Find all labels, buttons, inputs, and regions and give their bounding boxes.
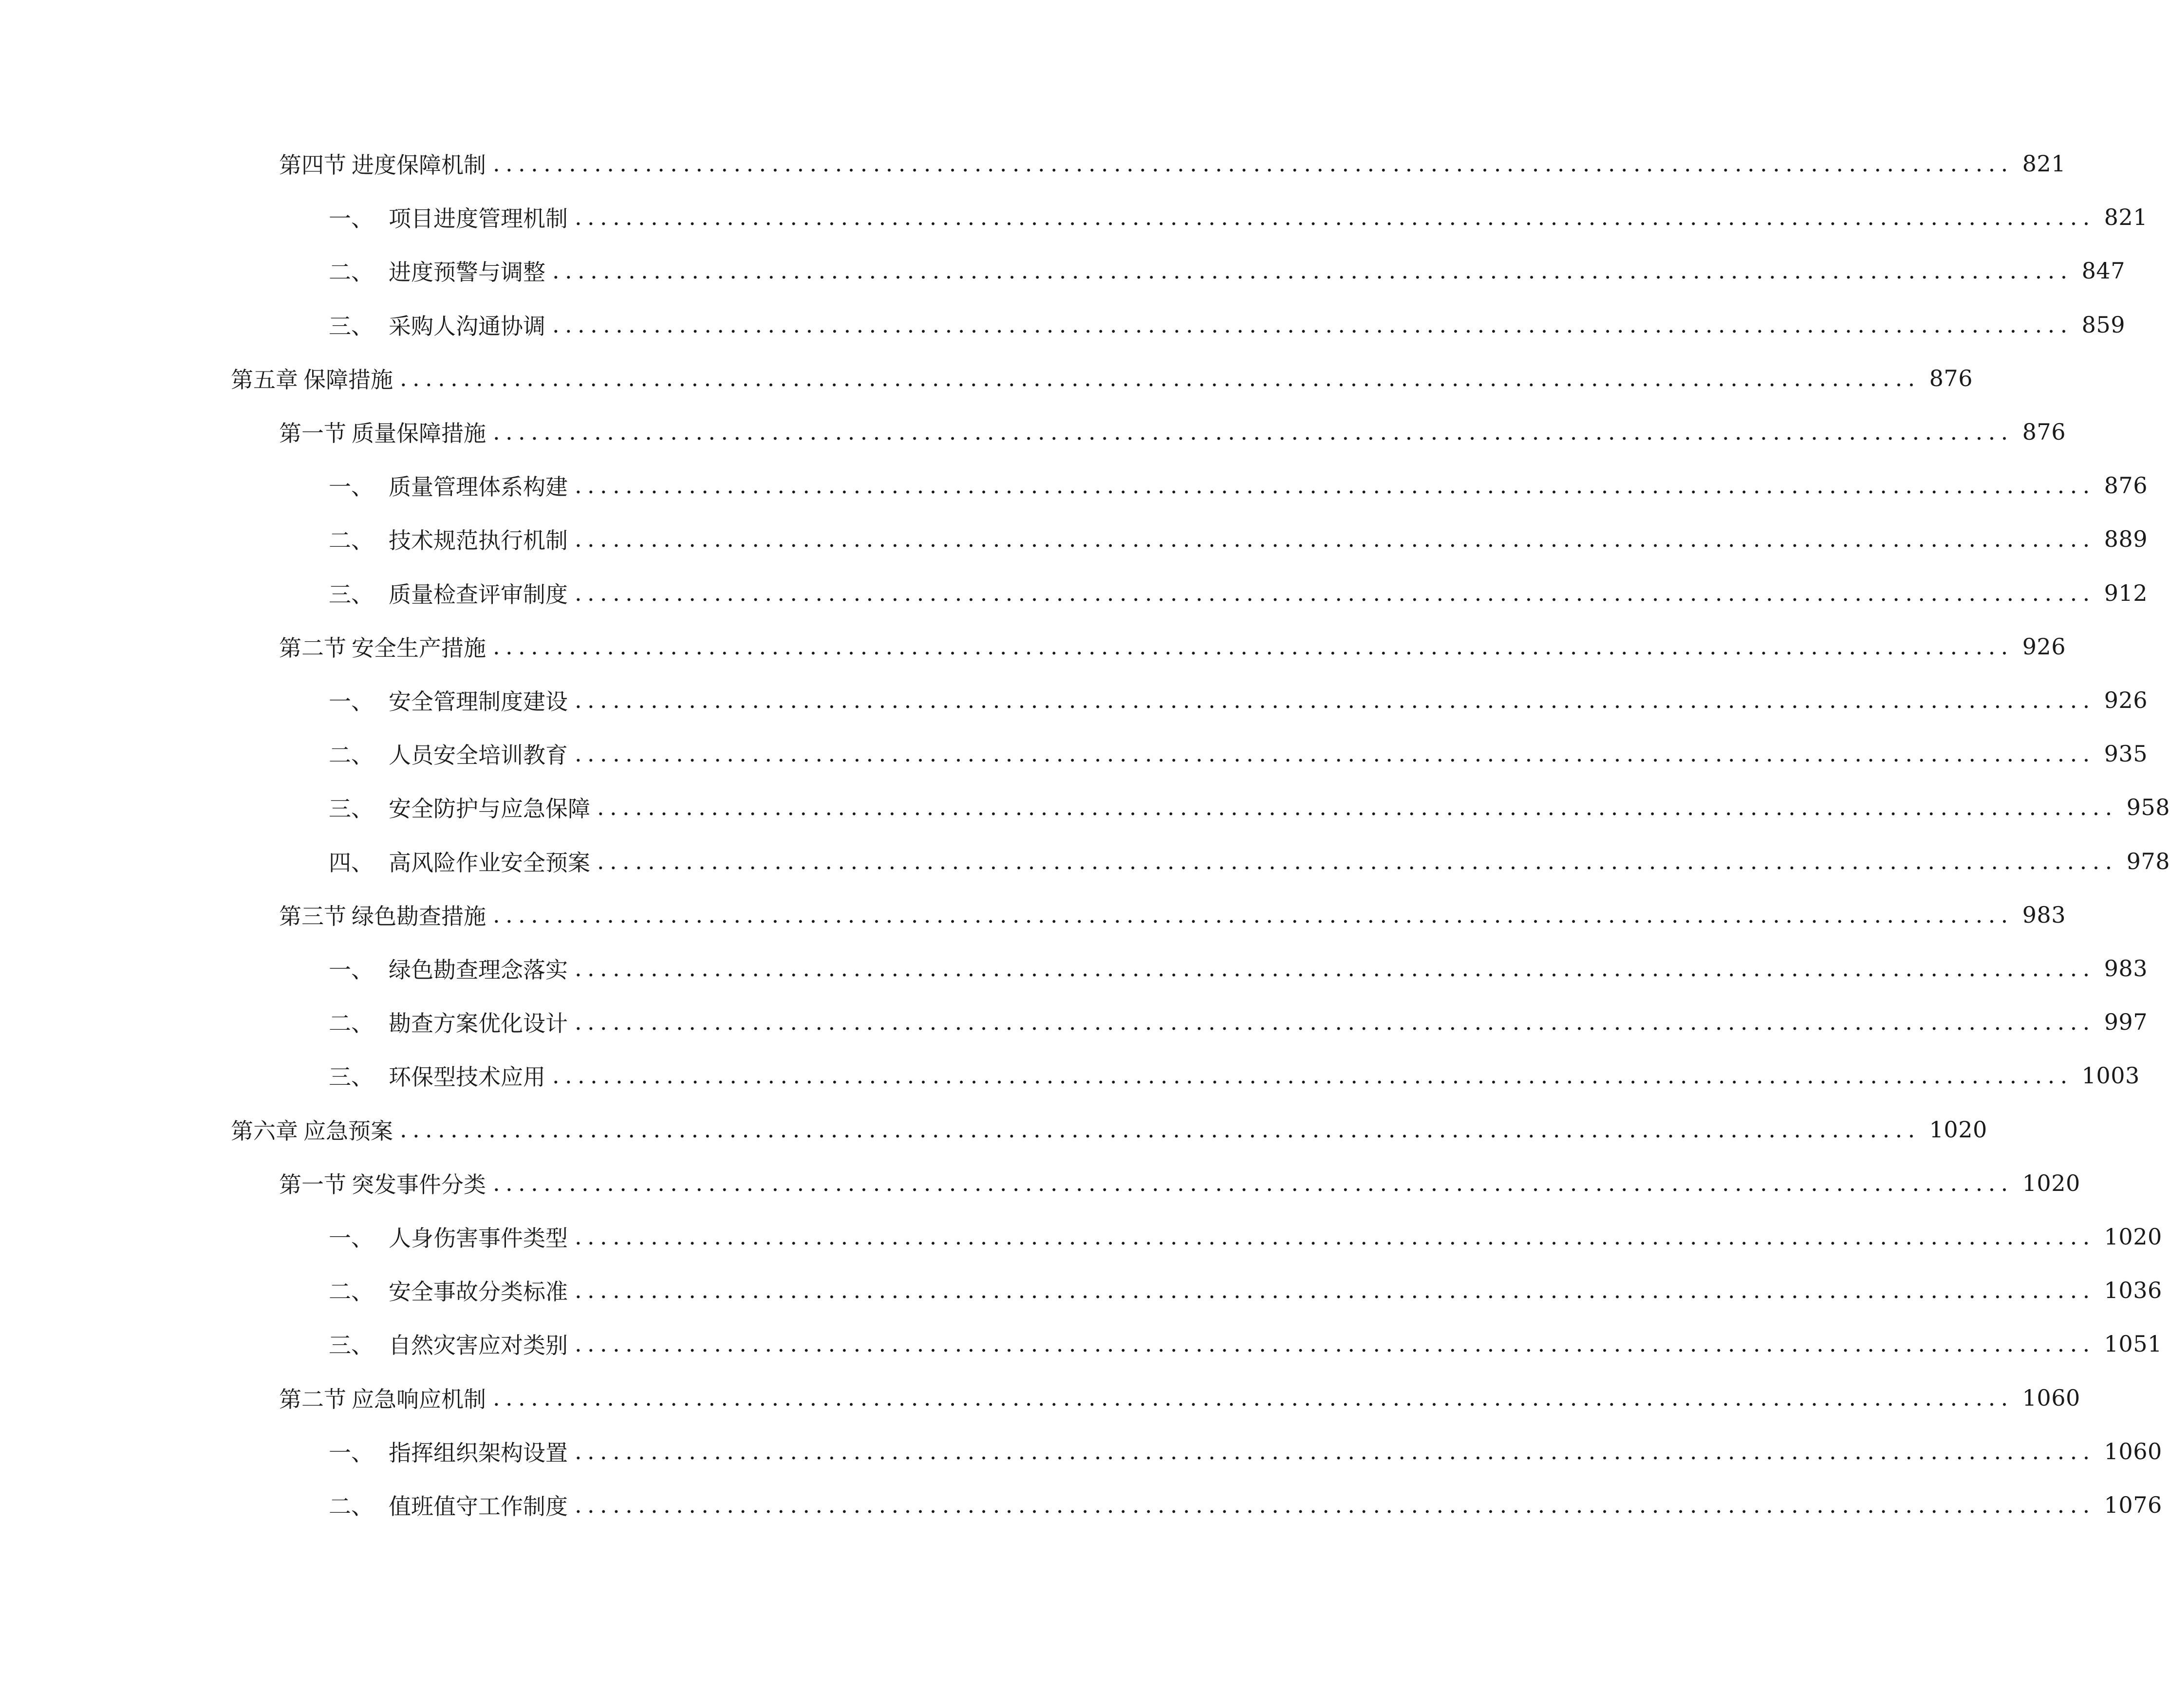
toc-entry[interactable] — [329, 517, 2148, 561]
toc-entry-number: 第二节 — [279, 635, 346, 661]
toc-dot-leader: ........................................................................................................................ — [575, 687, 2095, 713]
toc-entry-title: 保障措施 — [303, 367, 393, 393]
toc-entry[interactable] — [329, 732, 2148, 776]
toc-entry-number: 二、 — [329, 742, 374, 768]
toc-entry[interactable] — [329, 1000, 2148, 1044]
toc-entry[interactable] — [329, 678, 2148, 722]
toc-entry[interactable] — [329, 464, 2148, 507]
toc-entry-title: 质量管理体系构建 — [389, 474, 568, 500]
toc-entry-title: 高风险作业安全预案 — [389, 850, 590, 876]
toc-dot-leader: ........................................................................................................................ — [552, 312, 2073, 338]
toc-entry-title: 技术规范执行机制 — [389, 527, 568, 554]
toc-entry-number: 第三节 — [279, 903, 346, 929]
toc-dot-leader: ........................................................................................................................ — [400, 1116, 1921, 1143]
toc-dot-leader: ........................................................................................................................ — [575, 1224, 2095, 1250]
toc-page-number: 1060 — [2104, 1438, 2162, 1465]
toc-dot-leader: ........................................................................................................................ — [575, 1009, 2095, 1035]
toc-entry[interactable] — [329, 839, 2170, 883]
toc-entry[interactable] — [329, 303, 2125, 347]
toc-entry[interactable] — [329, 1430, 2162, 1473]
toc-entry[interactable] — [329, 1054, 2140, 1097]
toc-dot-leader: ........................................................................................................................ — [493, 150, 2014, 177]
toc-page-number: 876 — [2104, 472, 2148, 499]
toc-entry[interactable] — [279, 1161, 2080, 1205]
toc-entry-number: 二、 — [329, 259, 374, 285]
toc-dot-leader: ........................................................................................................................ — [597, 848, 2118, 874]
toc-page-number: 821 — [2104, 204, 2148, 230]
toc-page-number: 926 — [2104, 687, 2148, 713]
toc-page-number: 1020 — [2022, 1170, 2080, 1196]
toc-entry[interactable] — [231, 356, 1973, 400]
toc-dot-leader: ........................................................................................................................ — [493, 1170, 2014, 1196]
toc-page-number: 1036 — [2104, 1277, 2162, 1303]
toc-entry-title: 采购人沟通协调 — [389, 313, 545, 339]
toc-entry-title: 绿色勘查理念落实 — [389, 957, 568, 983]
toc-entry[interactable] — [329, 249, 2125, 293]
toc-page-number: 821 — [2022, 150, 2066, 177]
toc-entry-number: 第二节 — [279, 1386, 346, 1412]
toc-page-number: 1051 — [2104, 1331, 2162, 1357]
toc-entry-number: 二、 — [329, 1493, 374, 1520]
toc-entry-number: 一、 — [329, 1440, 374, 1466]
toc-page-number: 1060 — [2022, 1385, 2080, 1411]
toc-dot-leader: ........................................................................................................................ — [597, 794, 2118, 820]
toc-dot-leader: ........................................................................................................................ — [493, 1385, 2014, 1411]
toc-entry-number: 二、 — [329, 527, 374, 554]
toc-dot-leader: ........................................................................................................................ — [575, 1331, 2095, 1357]
toc-entry-title: 应急响应机制 — [352, 1386, 486, 1412]
toc-dot-leader: ........................................................................................................................ — [575, 1438, 2095, 1465]
toc-entry-title: 人员安全培训教育 — [389, 742, 568, 768]
toc-entry-title: 指挥组织架构设置 — [389, 1440, 568, 1466]
toc-entry-title: 进度预警与调整 — [389, 259, 545, 285]
toc-entry-number: 一、 — [329, 1225, 374, 1251]
toc-entry-title: 进度保障机制 — [352, 152, 486, 178]
toc-entry-title: 绿色勘查措施 — [352, 903, 486, 929]
toc-page-number: 912 — [2104, 580, 2148, 606]
toc-entry-title: 自然灾害应对类别 — [389, 1332, 568, 1358]
toc-entry-title: 安全防护与应急保障 — [389, 796, 590, 822]
toc-entry[interactable] — [329, 1322, 2162, 1366]
toc-dot-leader: ........................................................................................................................ — [552, 258, 2073, 284]
toc-entry-title: 突发事件分类 — [352, 1171, 486, 1198]
toc-dot-leader: ........................................................................................................................ — [400, 365, 1921, 391]
toc-entry[interactable] — [279, 893, 2066, 937]
toc-entry-title: 安全生产措施 — [352, 635, 486, 661]
toc-entry-title: 安全管理制度建设 — [389, 688, 568, 715]
toc-entry-number: 一、 — [329, 205, 374, 232]
toc-dot-leader: ........................................................................................................................ — [575, 526, 2095, 552]
toc-entry-number: 三、 — [329, 796, 374, 822]
toc-entry-title: 安全事故分类标准 — [389, 1279, 568, 1305]
toc-entry[interactable] — [329, 571, 2148, 615]
toc-dot-leader: ........................................................................................................................ — [575, 955, 2095, 982]
toc-entry-number: 第一节 — [279, 1171, 346, 1198]
toc-dot-leader: ........................................................................................................................ — [575, 1492, 2095, 1518]
toc-entry[interactable] — [329, 1215, 2162, 1259]
toc-entry-number: 第六章 — [231, 1118, 298, 1144]
toc-page-number: 859 — [2081, 312, 2125, 338]
toc-entry[interactable] — [279, 410, 2066, 454]
toc-entry-number: 第五章 — [231, 367, 298, 393]
toc-entry-number: 一、 — [329, 688, 374, 715]
toc-entry-title: 项目进度管理机制 — [389, 205, 568, 232]
toc-page-number: 847 — [2081, 258, 2125, 284]
toc-dot-leader: ........................................................................................................................ — [575, 741, 2095, 767]
toc-dot-leader: ........................................................................................................................ — [575, 580, 2095, 606]
toc-entry-number: 三、 — [329, 581, 374, 608]
toc-entry-number: 第四节 — [279, 152, 346, 178]
toc-dot-leader: ........................................................................................................................ — [575, 472, 2095, 499]
toc-entry-number: 一、 — [329, 957, 374, 983]
toc-page-number: 978 — [2126, 848, 2170, 874]
toc-entry-number: 二、 — [329, 1279, 374, 1305]
toc-entry-number: 一、 — [329, 474, 374, 500]
toc-page-number: 1003 — [2081, 1062, 2140, 1089]
toc-page-number: 935 — [2104, 741, 2148, 767]
toc-entry-title: 环保型技术应用 — [389, 1064, 545, 1090]
toc-entry-title: 应急预案 — [303, 1118, 393, 1144]
toc-page-number: 1020 — [1929, 1116, 1987, 1143]
toc-page-number: 876 — [2022, 419, 2066, 445]
toc-page-number: 876 — [1929, 365, 1973, 391]
toc-dot-leader: ........................................................................................................................ — [493, 902, 2014, 928]
toc-entry-number: 三、 — [329, 1064, 374, 1090]
toc-entry-number: 二、 — [329, 1010, 374, 1037]
toc-dot-leader: ........................................................................................................................ — [493, 633, 2014, 660]
toc-page-number: 997 — [2104, 1009, 2148, 1035]
toc-page-number: 889 — [2104, 526, 2148, 552]
toc-dot-leader: ........................................................................................................................ — [575, 204, 2095, 230]
toc-page-number: 1020 — [2104, 1224, 2162, 1250]
toc-entry-number: 三、 — [329, 1332, 374, 1358]
toc-entry[interactable] — [279, 142, 2066, 186]
toc-entry[interactable] — [329, 1268, 2162, 1312]
toc-entry[interactable] — [279, 625, 2066, 668]
toc-entry-title: 勘查方案优化设计 — [389, 1010, 568, 1037]
toc-entry[interactable] — [231, 1108, 1987, 1151]
toc-entry[interactable] — [329, 785, 2170, 829]
toc-entry-title: 值班值守工作制度 — [389, 1493, 568, 1520]
toc-page-number: 983 — [2104, 955, 2148, 982]
toc-entry-title: 质量检查评审制度 — [389, 581, 568, 608]
toc-entry-number: 三、 — [329, 313, 374, 339]
toc-entry[interactable] — [329, 195, 2148, 239]
toc-page-number: 983 — [2022, 902, 2066, 928]
toc-dot-leader: ........................................................................................................................ — [493, 419, 2014, 445]
toc-entry-number: 四、 — [329, 850, 374, 876]
toc-page-number: 958 — [2126, 794, 2170, 820]
toc-page-number: 1076 — [2104, 1492, 2162, 1518]
toc-page-number: 926 — [2022, 633, 2066, 660]
toc-dot-leader: ........................................................................................................................ — [552, 1062, 2073, 1089]
toc-entry-title: 人身伤害事件类型 — [389, 1225, 568, 1251]
toc-entry-number: 第一节 — [279, 420, 346, 446]
toc-entry-title: 质量保障措施 — [352, 420, 486, 446]
toc-entry[interactable] — [329, 947, 2148, 990]
toc-entry[interactable] — [279, 1376, 2080, 1420]
toc-dot-leader: ........................................................................................................................ — [575, 1277, 2095, 1303]
toc-entry[interactable] — [329, 1483, 2162, 1527]
